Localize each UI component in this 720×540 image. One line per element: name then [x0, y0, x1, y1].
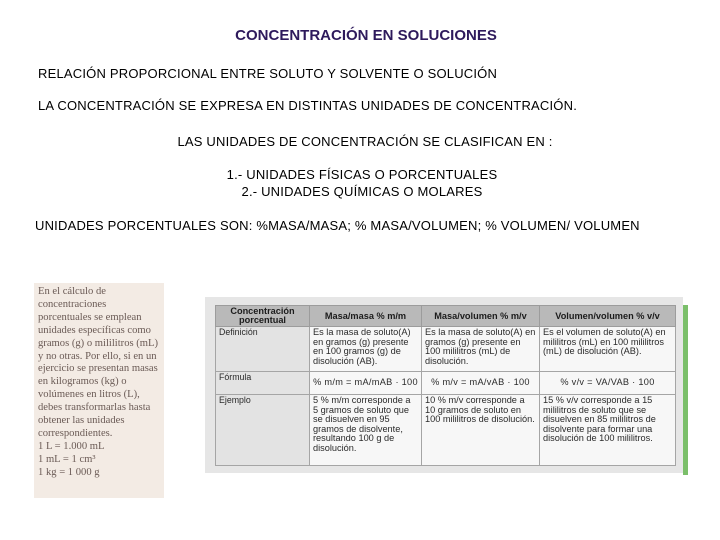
- table-row: [216, 372, 676, 395]
- header-volume-volume: Volumen/volumen % v/v: [540, 306, 676, 327]
- header-percent-concentration: Concentración porcentual: [216, 306, 310, 327]
- row-label-formula: Fórmula: [216, 372, 310, 395]
- row-label-definition: Definición: [216, 327, 310, 372]
- side-note-paragraph: En el cálculo de concentraciones porcentuales se emplean unidades específicas como gramos (g) o mililitros (mL) y no otras. Por ello, si en un ejercicio se presentan masas en kilogramos (kg) o volúmenes en litros (L), debes transformarlas hasta obtener las unidades correspondientes.: [38, 286, 159, 439]
- table-cell: 15 % v/v corresponde a 15 mililitros de soluto que se disuelven en 85 mililitros de disolvente para formar una disolución de 100 mililitros.: [540, 395, 676, 466]
- page-title: CONCENTRACIÓN EN SOLUCIONES: [235, 27, 497, 44]
- table-header-row: [216, 306, 676, 327]
- formula-volume-volume: % v/v = VA/VAB · 100: [540, 372, 676, 395]
- conversion-kilograms: 1 kg = 1 000 g: [38, 466, 100, 478]
- table-row: [216, 327, 676, 372]
- table-cell: Es la masa de soluto(A) en gramos (g) presente en 100 gramos (g) de disolución (AB).: [310, 327, 422, 372]
- text-line-percent-units: UNIDADES PORCENTUALES SON: %MASA/MASA; % MASA/VOLUMEN; % VOLUMEN/ VOLUMEN: [35, 218, 640, 233]
- header-mass-mass: Masa/masa % m/m: [310, 306, 422, 327]
- concentration-table: [215, 305, 676, 466]
- scanned-table-image: [205, 297, 683, 473]
- table-cell: Es la masa de soluto(A) en gramos (g) presente en 100 mililitros (mL) de disolución.: [422, 327, 540, 372]
- scanned-side-note: [34, 283, 164, 498]
- conversion-liters: 1 L = 1.000 mL: [38, 440, 105, 452]
- table-cell: 5 % m/m corresponde a 5 gramos de soluto que se disuelven en 95 gramos de disolvente, resultando 100 g de disolución.: [310, 395, 422, 466]
- text-line-chemical-units: 2.- UNIDADES QUÍMICAS O MOLARES: [241, 184, 483, 199]
- formula-mass-volume: % m/v = mA/vAB · 100: [422, 372, 540, 395]
- table-cell: 10 % m/v corresponde a 10 gramos de soluto en 100 mililitros de disolución.: [422, 395, 540, 466]
- text-line-units: LA CONCENTRACIÓN SE EXPRESA EN DISTINTAS UNIDADES DE CONCENTRACIÓN.: [38, 98, 578, 113]
- table-row: [216, 395, 676, 466]
- row-label-example: Ejemplo: [216, 395, 310, 466]
- text-line-classification: LAS UNIDADES DE CONCENTRACIÓN SE CLASIFICAN EN :: [177, 134, 553, 149]
- header-mass-volume: Masa/volumen % m/v: [422, 306, 540, 327]
- formula-mass-mass: % m/m = mA/mAB · 100: [310, 372, 422, 395]
- conversion-milliliters: 1 mL = 1 cm³: [38, 453, 96, 465]
- table-cell: Es el volumen de soluto(A) en mililitros (mL) en 100 mililitros (mL) de disolución (AB).: [540, 327, 676, 372]
- text-line-relation: RELACIÓN PROPORCIONAL ENTRE SOLUTO Y SOLVENTE O SOLUCIÓN: [38, 66, 498, 81]
- text-line-physical-units: 1.- UNIDADES FÍSICAS O PORCENTUALES: [226, 167, 498, 182]
